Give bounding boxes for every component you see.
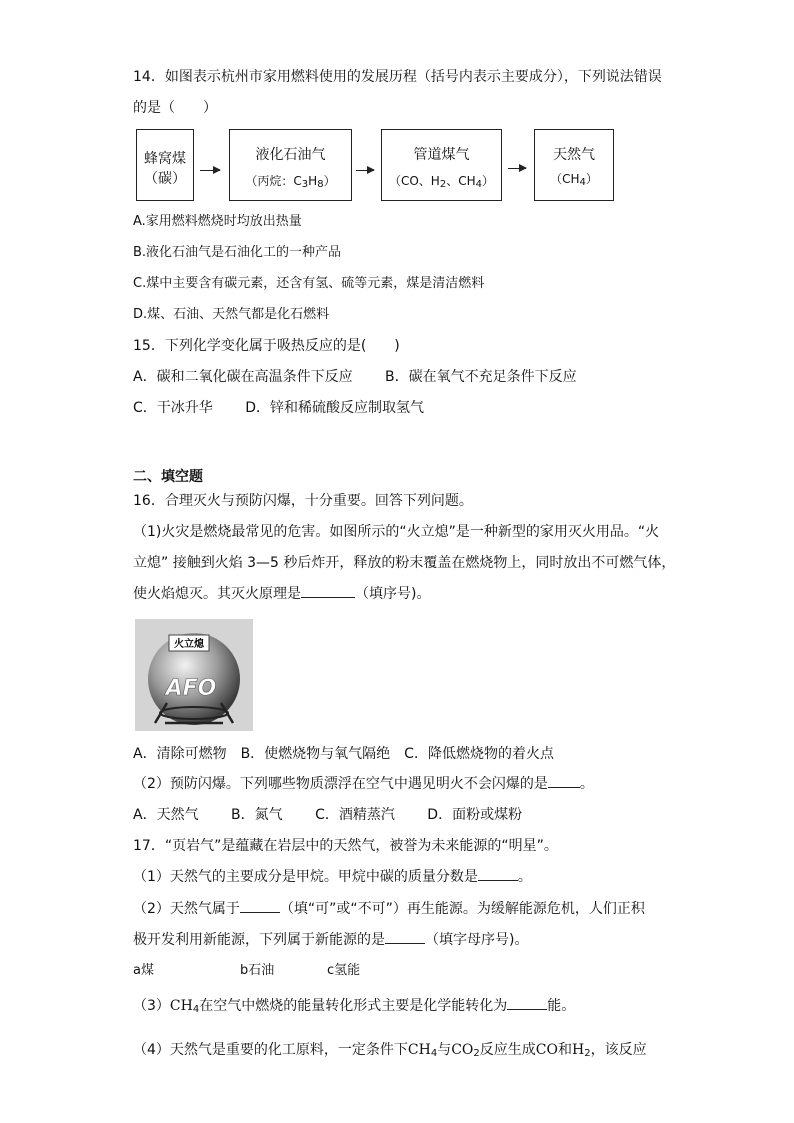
fuel-name: 液化石油气 [255,147,326,163]
q15-stem: 15．下列化学变化属于吸热反应的是( ) [133,338,400,354]
fuel-name: 管道煤气 [413,147,470,163]
answer-blank [240,900,280,913]
fuel-box-natural-gas [534,129,614,201]
q16-p2: （2）预防闪爆。下列哪些物质漂浮在空气中遇见明火不会闪爆的是 。 [133,776,594,792]
arrow-2 [356,170,374,171]
answer-blank [385,931,425,944]
q16-p1-line3: 使火焰熄灭。其灭火原理是 （填序号)。 [133,586,431,602]
q17-choice-c: c氢能 [327,963,361,978]
fuel-box-coal [136,129,194,201]
q14-stem-line1: 14．如图表示杭州市家用燃料使用的发展历程（括号内表示主要成分），下列说法错误 [133,69,662,85]
q16-p1-line2: 立熄” 接触到火焰 3—5 秒后炸开，释放的粉末覆盖在燃烧物上，同时放出不可燃气体， [133,555,676,571]
answer-blank [507,997,547,1010]
fuel-component: $(CH_4)$ [550,172,598,188]
q14-option-d: D.煤、石油、天然气都是化石燃料 [133,307,330,322]
arrow-3 [508,168,526,169]
fuel-component: （碳） [144,171,186,187]
q16-stem: 16．合理灭火与预防闪爆，十分重要。回答下列问题。 [133,493,473,509]
fuel-name: 蜂窝煤 [144,151,186,167]
q17-choice-b: b石油 [240,963,275,978]
q15-options-row1: A．碳和二氧化碳在高温条件下反应 B．碳在氧气不充足条件下反应 [133,369,577,385]
q17-p1: （1）天然气的主要成分是甲烷。甲烷中碳的质量分数是 。 [133,869,532,885]
photo-logo: AFO [165,676,217,701]
answer-blank [548,775,580,788]
q16-options-2: A．天然气 B．氮气 C．酒精蒸汽 D．面粉或煤粉 [133,807,523,823]
q14-option-a: A.家用燃料燃烧时均放出热量 [133,214,302,229]
fuel-box-pipeline-gas [381,129,502,201]
q16-p1-line1: （1)火灾是燃烧最常见的危害。如图所示的“火立熄”是一种新型的家用灭火用品。“火 [133,524,660,540]
q17-p2-line2: 极开发利用新能源，下列属于新能源的是 （填字母序号)。 [133,932,529,948]
q16-options-1: A．清除可燃物 B．使燃烧物与氧气隔绝 C．降低燃烧物的着火点 [133,746,554,762]
q17-p3: $(3)CH_4$在空气中燃烧的能量转化形式主要是化学能转化为 能。 [133,998,576,1015]
q17-stem: 17．“页岩气”是蕴藏在岩层中的天然气，被誉为未来能源的“明星”。 [133,838,558,854]
q17-p2-line1: （2）天然气属于 （填“可”或“不可”）再生能源。为缓解能源危机，人们正积 [133,901,645,917]
q14-option-c: C.煤中主要含有碳元素，还含有氢、硫等元素，煤是清洁燃料 [133,276,485,291]
answer-blank [301,585,355,598]
fuel-component: （CO、$H_2$、$CH_4$） [388,174,495,190]
answer-blank [478,868,518,881]
fuel-component: （丙烷：$C_3H_8$） [245,174,336,190]
photo-label: 火立熄 [174,639,204,650]
q17-choice-a: a煤 [133,963,154,978]
section-title: 二、填空题 [133,469,203,485]
arrow-1 [200,170,220,171]
q14-stem-line2: 的是（ ） [133,100,217,116]
q17-p4: （4）天然气是重要的化工原料，一定条件下$CH_4$与$CO_2$反应生成CO和$H_2$，该反应 [133,1042,647,1059]
q14-option-b: B.液化石油气是石油化工的一种产品 [133,245,342,260]
fuel-name: 天然气 [553,147,595,163]
fuel-box-lpg [229,129,352,201]
fire-extinguisher-ball-photo [135,619,253,731]
q15-options-row2: C．干冰升华 D．锌和稀硫酸反应制取氢气 [133,400,425,416]
